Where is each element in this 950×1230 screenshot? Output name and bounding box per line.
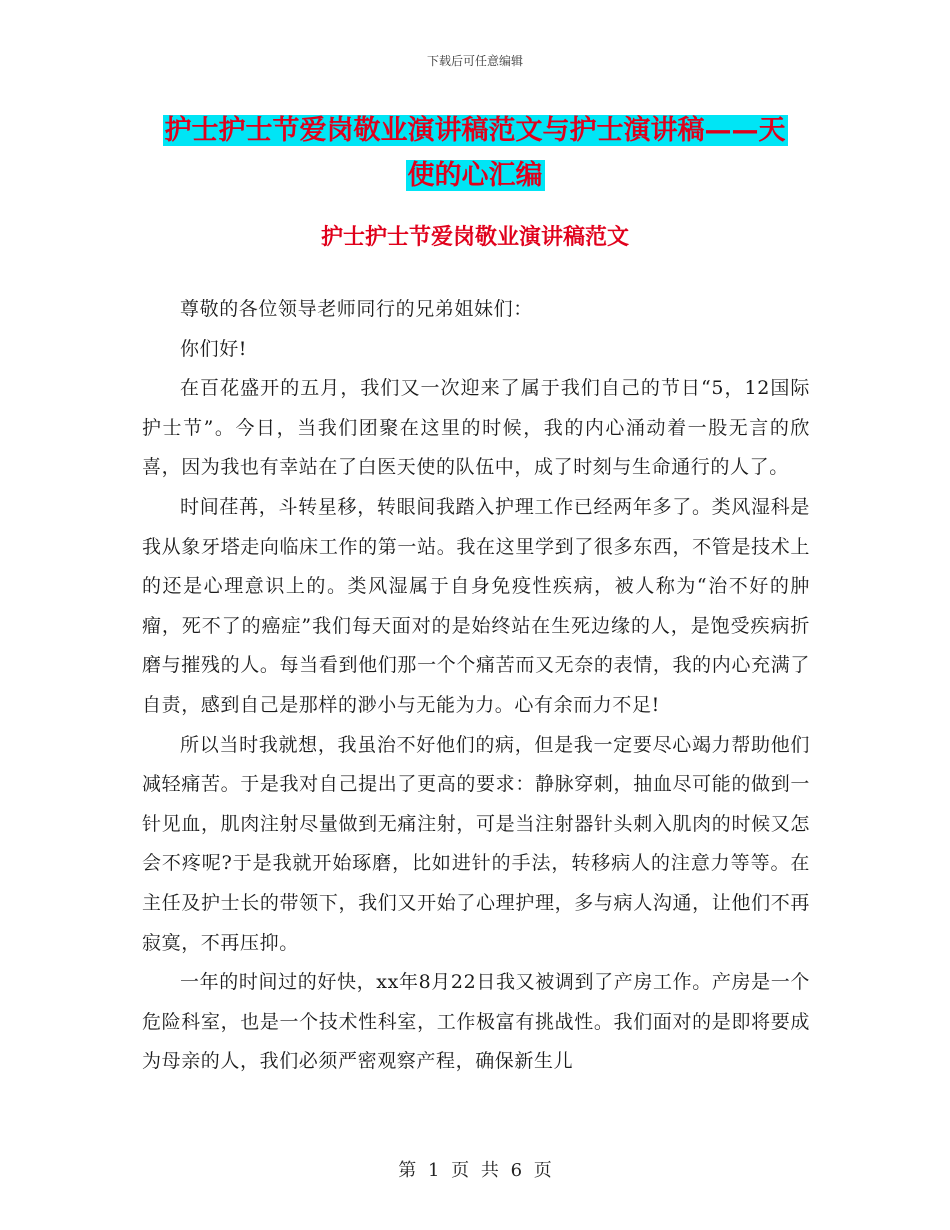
document-title [140,108,810,198]
title-line-1: 护士护士节爱岗敬业演讲稿范文与护士演讲稿——天 [164,115,786,146]
body-text [142,290,810,1082]
paragraph: 在百花盛开的五月，我们又一次迎来了属于我们自己的节日“5，12国际护士节”。今日，当我们团聚在这里的时候，我的内心涌动着一股无言的欣喜，因为我也有幸站在了白医天使的队伍中，成了时刻与生命通行的人了。 [142,377,810,479]
paragraph-greeting: 尊敬的各位领导老师同行的兄弟姐妹们： [180,298,533,320]
page-header: 下载后可任意编辑 [426,54,523,68]
paragraph: 所以当时我就想，我虽治不好他们的病，但是我一定要尽心竭力帮助他们减轻痛苦。于是我对自己提出了更高的要求：静脉穿刺，抽血尽可能的做到一针见血，肌肉注射尽量做到无痛注射，可是当注射器针头刺入肌肉的时候又怎会不疼呢?于是我就开始琢磨，比如进针的手法，转移病人的注意力等等。在主任及护士长的带领下，我们又开始了心理护理，多与病人沟通，让他们不再寂寞，不再压抑。 [142,733,810,954]
section-title: 护士护士节爱岗敬业演讲稿范文 [320,225,629,250]
paragraph: 一年的时间过的好快，xx年8月22日我又被调到了产房工作。产房是一个危险科室，也是一个技术性科室，工作极富有挑战性。我们面对的是即将要成为母亲的人，我们必须严密观察产程，确保新生儿 [142,971,810,1073]
page-footer: 第 1 页 共 6 页 [398,1160,552,1181]
paragraph: 时间荏苒，斗转星移，转眼间我踏入护理工作已经两年多了。类风湿科是我从象牙塔走向临床工作的第一站。我在这里学到了很多东西，不管是技术上的还是心理意识上的。类风湿属于自身免疫性疾病，被人称为“治不好的肿瘤，死不了的癌症”我们每天面对的是始终站在生死边缘的人，是饱受疾病折磨与摧残的人。每当看到他们那一个个痛苦而又无奈的表情，我的内心充满了自责，感到自己是那样的渺小与无能为力。心有余而力不足! [142,495,810,716]
title-line-2: 使的心汇编 [407,160,543,191]
paragraph-hello: 你们好! [180,337,248,360]
